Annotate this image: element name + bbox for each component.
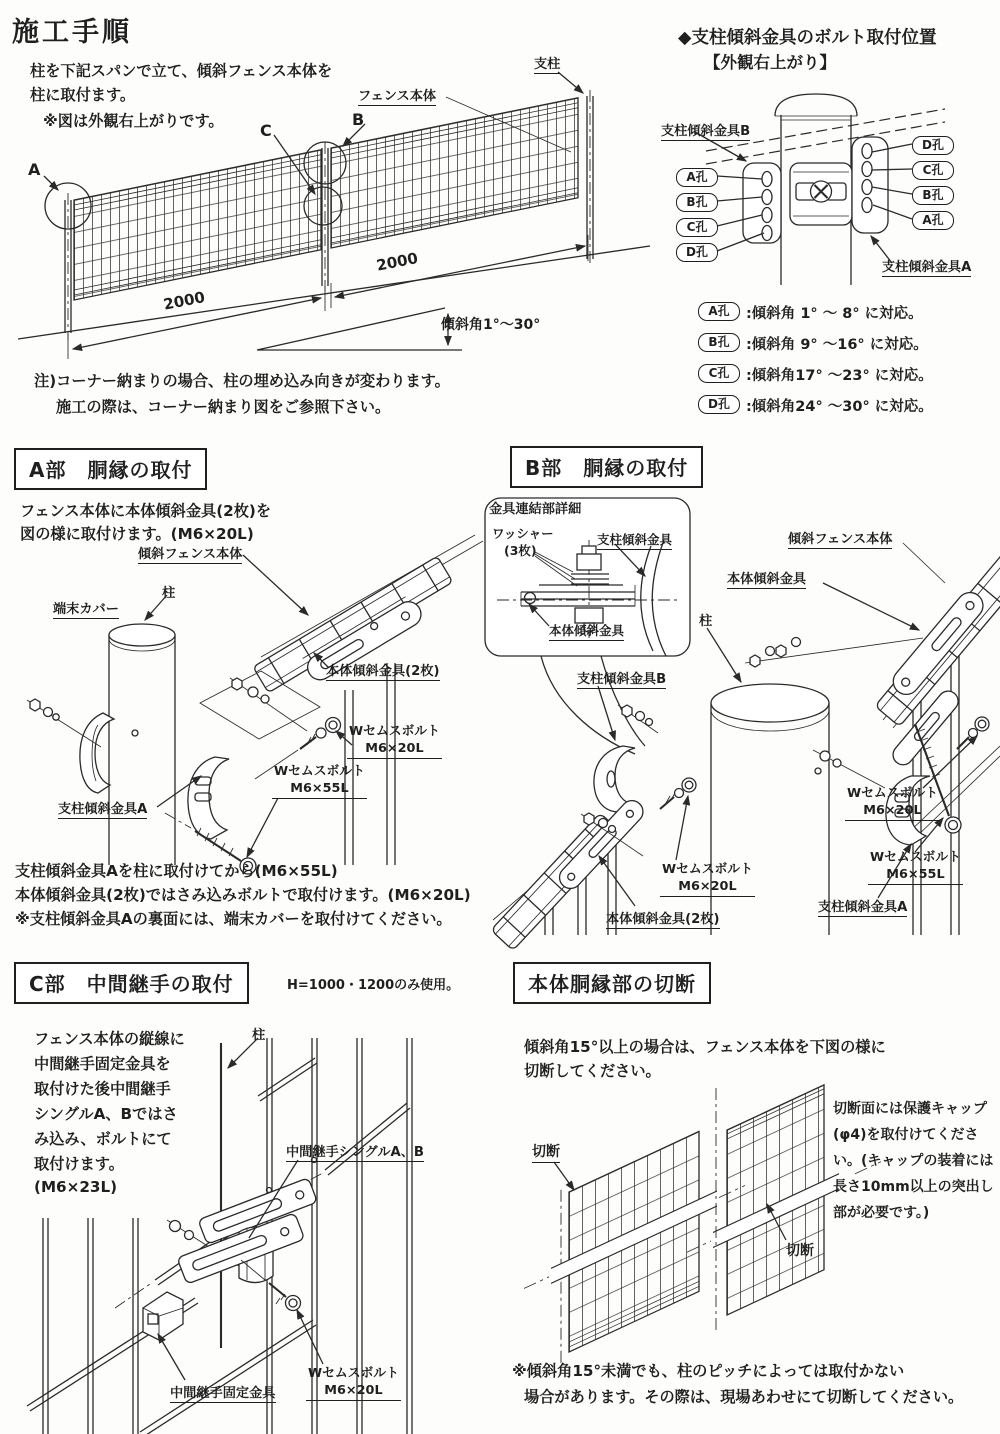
post-cylinder-b	[711, 684, 829, 935]
slope-indicator	[257, 308, 462, 350]
intro-line1: 柱を下記スパンで立て、傾斜フェンス本体を	[30, 62, 333, 80]
label-b: B	[352, 110, 365, 129]
table-desc-a: :傾斜角 1° ～ 8° に対応。	[746, 306, 923, 322]
section-c-header: C部 中間継手の取付	[14, 962, 249, 1004]
bracket-b-side	[743, 163, 781, 243]
section-a-body1: フェンス本体に本体傾斜金具(2枚)を	[20, 502, 272, 520]
section-c-body2: 中間継手固定金具を	[34, 1055, 171, 1073]
post-leader-b	[707, 628, 741, 682]
post-cylinder	[109, 624, 175, 865]
callout-washer2: (3枚)	[504, 543, 537, 558]
table-hole-a: A孔	[698, 302, 740, 321]
dimension-2	[331, 235, 588, 308]
strap-bolt-sets	[745, 638, 923, 668]
label-wbolt-m6x20-a	[347, 724, 442, 759]
fence-panel-2	[331, 98, 578, 248]
overview-diagram	[18, 50, 663, 365]
fence-panel-1	[74, 150, 321, 300]
label-post: 支柱	[534, 53, 560, 74]
label-bracket-a-sec-a: 支柱傾斜金具A	[58, 798, 147, 819]
dim2-value: 2000	[375, 249, 420, 275]
table-hole-d: D孔	[698, 395, 740, 414]
section-a-header: A部 胴縁の取付	[14, 448, 207, 490]
section-d-foot1: ※傾斜角15°未満でも、柱のピッチによっては取付かない	[512, 1362, 905, 1380]
corner-note2: 施工の際は、コーナー納まり図をご参照下さい。	[56, 398, 391, 416]
wbolt-line1: Wセムスボルト	[662, 862, 753, 877]
side-note-1: 切断面には保護キャップ	[833, 1101, 987, 1117]
section-c-diagram	[15, 1008, 480, 1434]
pill-hole-d-right: D孔	[912, 136, 954, 155]
joint-fix-bracket	[143, 1292, 183, 1340]
body-bracket-strap-right	[888, 587, 988, 699]
table-desc-c: :傾斜角17° ～23° に対応。	[746, 368, 933, 384]
label-end-cover: 端末カバー	[53, 598, 119, 619]
label-cut-right: 切断	[786, 1243, 814, 1259]
section-c-note: H=1000・1200のみ使用。	[287, 978, 460, 993]
wbolt-line2: M6×20L	[678, 878, 737, 894]
label-bracket-a: 支柱傾斜金具A	[882, 256, 971, 277]
post-bracket-a	[188, 757, 229, 839]
dim1-value: 2000	[162, 288, 207, 314]
wbolt-line1: Wセムスボルト	[274, 764, 365, 779]
fence-leader-b	[903, 543, 945, 583]
bolt-m6x20-topright	[957, 717, 989, 749]
pill-hole-b-right: B孔	[912, 186, 954, 205]
section-c-body1: フェンス本体の縦線に	[34, 1030, 185, 1048]
bolt55-leader	[247, 798, 278, 857]
section-d-header: 本体胴縁部の切断	[513, 962, 711, 1004]
cut-leader-left	[554, 1162, 574, 1190]
section-d-body1: 傾斜角15°以上の場合は、フェンス本体を下図の様に	[524, 1038, 886, 1056]
pill-hole-b-left: B孔	[676, 193, 718, 212]
label-joint-fix: 中間継手固定金具	[170, 1382, 276, 1403]
pill-hole-c-left: C孔	[676, 218, 718, 237]
label-bracket-b-b: 支柱傾斜金具B	[577, 668, 666, 689]
section-c-body6: 取付けます。	[34, 1155, 124, 1173]
section-c-body4: シングルA、Bではさ	[34, 1105, 178, 1123]
bracket-a-front	[790, 163, 852, 225]
post-left	[65, 193, 71, 340]
label-body-bracket2-a: 本体傾斜金具(2枚)	[326, 660, 440, 681]
page-title: 施工手順	[12, 17, 132, 48]
bracket-a-side	[852, 137, 888, 233]
bolt20r-leader	[923, 736, 977, 788]
label-post-c: 柱	[252, 1028, 266, 1043]
table-desc-b: :傾斜角 9° ～16° に対応。	[746, 337, 928, 353]
callout-body-bracket: 本体傾斜金具	[549, 621, 624, 641]
section-d-body2: 切断してください。	[524, 1062, 661, 1080]
wbolt-line2: M6×20L	[863, 802, 922, 818]
intro-line2: 柱に取付ます。	[30, 86, 136, 104]
label-joint-single: 中間継手シングルA、B	[286, 1141, 424, 1162]
section-c-body5: み込み、ボルトにて	[34, 1130, 172, 1148]
phantom-plane	[200, 671, 320, 739]
bolt-m6x20-left	[660, 778, 696, 809]
wbolt-line1: Wセムスボルト	[847, 786, 938, 801]
fix-leader	[158, 1334, 185, 1380]
bolt20l-leader	[676, 796, 688, 860]
body-bracket-leader	[823, 583, 919, 630]
label-bracket-a-b: 支柱傾斜金具A	[818, 896, 907, 917]
label-wbolt-m6x20-br	[845, 786, 940, 821]
label-wbolt-m6x20-c	[306, 1366, 401, 1401]
slope-label: 傾斜角1°～30°	[441, 317, 541, 333]
leader-post	[558, 72, 583, 93]
leader-a	[44, 176, 58, 190]
pill-hole-a-right: A孔	[912, 211, 954, 230]
label-post-a: 柱	[162, 586, 176, 601]
strap2-leader	[599, 856, 635, 906]
label-a: A	[28, 160, 41, 179]
side-note-4: 長さ10mm以上の突出し	[833, 1179, 994, 1195]
label-wbolt-m6x55-b	[868, 850, 963, 885]
wbolt-line1: Wセムスボルト	[870, 850, 961, 865]
section-c-body3: 取付けた後中間継手	[34, 1080, 171, 1098]
label-fence-inclined-b: 傾斜フェンス本体	[788, 528, 892, 549]
wbolt-line2: M6×55L	[290, 780, 349, 796]
table-hole-c: C孔	[698, 364, 740, 383]
callout-washer1: ワッシャー	[492, 526, 554, 541]
callout-title: 金具連結部詳細	[489, 502, 582, 517]
section-c-body7: (M6×23L)	[34, 1178, 118, 1196]
pill-hole-a-left: A孔	[676, 168, 718, 187]
side-note-2: (φ4)を取付けてくださ	[833, 1127, 979, 1143]
label-fence-inclined-a: 傾斜フェンス本体	[138, 543, 242, 564]
wbolt-line1: Wセムスボルト	[349, 724, 440, 739]
label-c: C	[260, 121, 272, 140]
section-a-foot1: 支柱傾斜金具Aを柱に取付けてから(M6×55L)	[15, 862, 338, 880]
bolt-position-title: ◆支柱傾斜金具のボルト取付位置	[678, 28, 937, 48]
wbolt-line2: M6×20L	[324, 1382, 383, 1398]
label-fence-body: フェンス本体	[358, 85, 436, 106]
section-d-foot2: 場合があります。その際は、現場あわせにて切断してください。	[524, 1388, 964, 1406]
section-a-body2: 図の様に取付けます。(M6×20L)	[20, 525, 254, 543]
label-bracket-b: 支柱傾斜金具B	[661, 120, 750, 141]
pill-hole-c-right: C孔	[912, 161, 954, 180]
label-wbolt-m6x20-bl	[660, 862, 755, 897]
label-body-bracket2-b: 本体傾斜金具(2枚)	[606, 908, 720, 929]
wbolt-line2: M6×20L	[365, 740, 424, 756]
post-middle	[322, 142, 328, 293]
table-hole-b: B孔	[698, 333, 740, 352]
label-post-b: 柱	[699, 614, 713, 629]
fence-leader	[243, 555, 308, 615]
callout-bracket: 支柱傾斜金具	[597, 530, 672, 550]
side-note-3: い。(キャップの装着には	[833, 1153, 994, 1169]
bolt-position-subtitle: 【外観右上がり】	[704, 53, 836, 72]
wbolt-line1: Wセムスボルト	[308, 1366, 399, 1381]
label-cut-left: 切断	[532, 1141, 560, 1163]
section-a-foot2: 本体傾斜金具(2枚)ではさみ込みボルトで取付けます。(M6×20L)	[15, 886, 471, 904]
wbolt-line2: M6×55L	[886, 866, 945, 882]
table-desc-d: :傾斜角24° ～30° に対応。	[746, 399, 933, 415]
post-bracket-b	[594, 705, 658, 812]
body-bracket-strap-left	[555, 796, 647, 893]
side-note-5: 部が必要です。)	[833, 1205, 930, 1221]
boltc-leader	[297, 1310, 323, 1364]
label-wbolt-m6x55-a	[272, 764, 367, 799]
pill-hole-d-left: D孔	[676, 243, 718, 262]
corner-note1: 注)コーナー納まりの場合、柱の埋め込み向きが変わります。	[34, 372, 450, 390]
section-a-foot3: ※支柱傾斜金具Aの裏面には、端末カバーを取付けてください。	[15, 910, 452, 928]
label-body-bracket-b: 本体傾斜金具	[727, 568, 806, 589]
section-b-header: B部 胴縁の取付	[510, 446, 703, 488]
intro-line3: ※図は外観右上がりです。	[43, 112, 224, 130]
bracket-b-leader2	[598, 686, 615, 740]
